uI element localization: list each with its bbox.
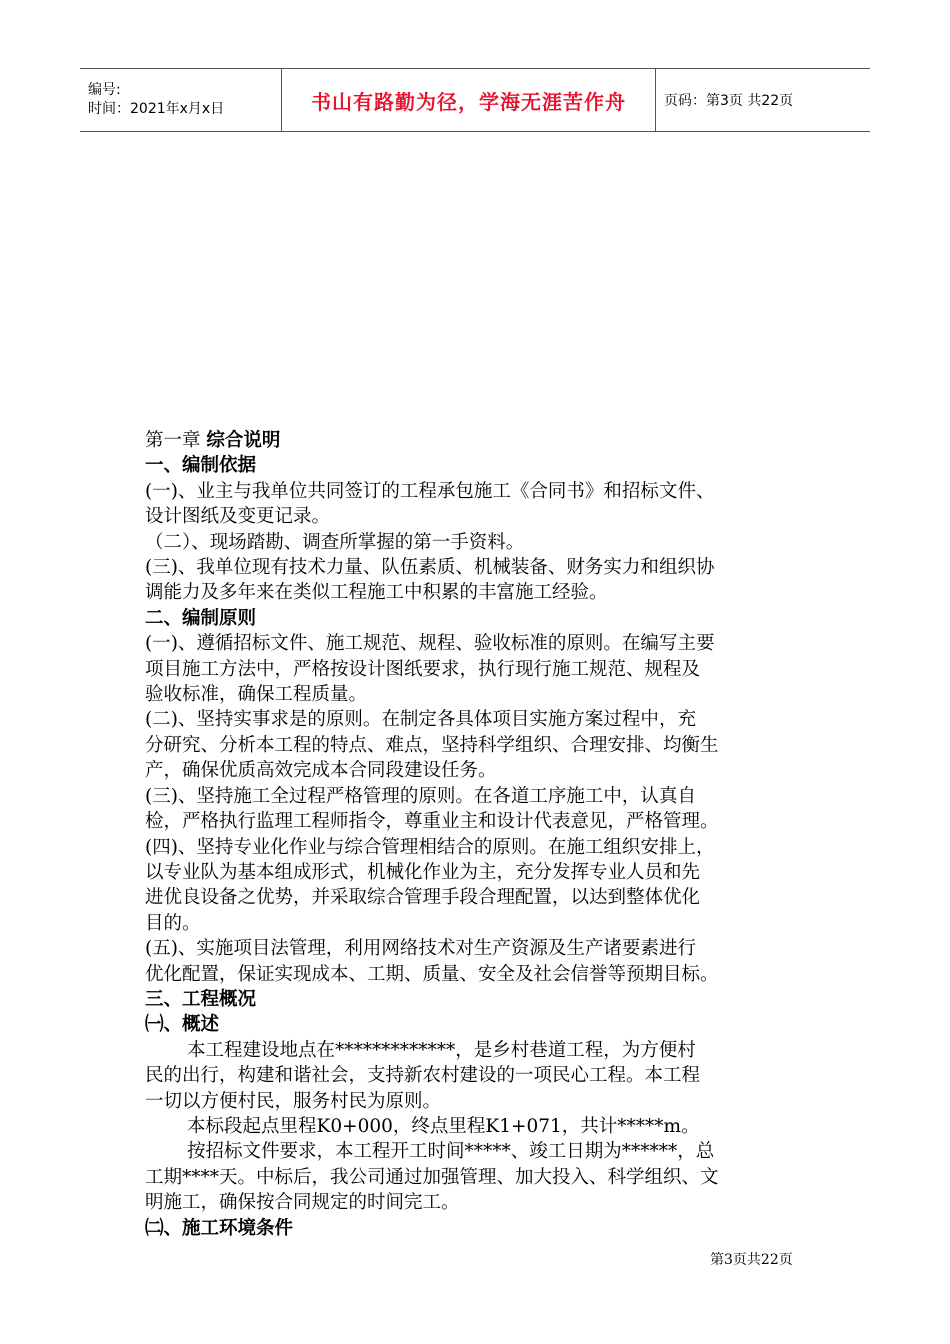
paragraph-line: 民的出行，构建和谐社会，支持新农村建设的一项民心工程。本工程	[145, 1065, 701, 1087]
paragraph-line: 进优良设备之优势，并采取综合管理手段合理配置，以达到整体优化	[145, 887, 701, 909]
paragraph-line: 验收标准，确保工程质量。	[145, 684, 368, 706]
paragraph-line: (五)、实施项目法管理，利用网络技术对生产资源及生产诸要素进行	[145, 938, 696, 960]
chapter-title: 综合说明	[206, 430, 281, 451]
paragraph-line: (一)、业主与我单位共同签订的工程承包施工《合同书》和招标文件、	[145, 480, 715, 502]
header-motto: 书山有路勤为径，学海无涯苦作舟	[311, 89, 626, 114]
paragraph-line: 工期****天。中标后，我公司通过加强管理、加大投入、科学组织、文	[145, 1166, 719, 1188]
paragraph-line: 一切以方便村民，服务村民为原则。	[145, 1090, 442, 1112]
paragraph-line: 分研究、分析本工程的特点、难点，坚持科学组织、合理安排、均衡生	[145, 734, 719, 756]
chapter-prefix: 第一章	[145, 430, 201, 451]
paragraph-line: 检，严格执行监理工程师指令，尊重业主和设计代表意见，严格管理。	[145, 811, 719, 833]
subsection-heading: ㈡、施工环境条件	[145, 1217, 294, 1239]
page-footer: 第3页共22页	[710, 1252, 793, 1268]
paragraph-line: 设计图纸及变更记录。	[145, 506, 331, 528]
paragraph-line: 目的。	[145, 912, 201, 934]
paragraph-line: （二）、现场踏勘、调查所掌握的第一手资料。	[145, 531, 525, 553]
chapter-heading	[145, 428, 815, 453]
paragraph-line: 本工程建设地点在*************，是乡村巷道工程，为方便村	[187, 1039, 696, 1061]
header-motto-cell	[282, 69, 656, 131]
paragraph-line: 明施工，确保按合同规定的时间完工。	[145, 1192, 460, 1214]
header-page-number: 页码：第3页 共22页	[664, 93, 794, 109]
document-code-label: 编号:	[88, 82, 121, 98]
document-body	[145, 428, 815, 1241]
subsection-heading: ㈠、概述	[145, 1014, 220, 1036]
paragraph-line: 按招标文件要求，本工程开工时间*****、竣工日期为******，总	[187, 1141, 715, 1163]
paragraph-line: 调能力及多年来在类似工程施工中积累的丰富施工经验。	[145, 582, 608, 604]
paragraph-line: (一)、遵循招标文件、施工规范、规程、验收标准的原则。在编写主要	[145, 633, 715, 655]
paragraph-line: 项目施工方法中，严格按设计图纸要求，执行现行施工规范、规程及	[145, 658, 701, 680]
paragraph-line: 本标段起点里程K0+000，终点里程K1+071，共计*****m。	[187, 1115, 700, 1137]
paragraph-line: (三)、我单位现有技术力量、队伍素质、机械装备、财务实力和组织协	[145, 557, 715, 579]
header-page-cell	[656, 69, 870, 131]
paragraph-line: 优化配置，保证实现成本、工期、质量、安全及社会信誉等预期目标。	[145, 963, 719, 985]
section-heading: 三、工程概况	[145, 988, 257, 1010]
paragraph-line: 产，确保优质高效完成本合同段建设任务。	[145, 760, 497, 782]
paragraph-line: (四)、坚持专业化作业与综合管理相结合的原则。在施工组织安排上，	[145, 836, 715, 858]
document-time-label: 时间：2021年x月x日	[88, 101, 225, 117]
section-heading: 一、编制依据	[145, 455, 257, 477]
page-header	[80, 68, 870, 132]
header-meta	[80, 69, 282, 131]
paragraph-line: (二)、坚持实事求是的原则。在制定各具体项目实施方案过程中，充	[145, 709, 696, 731]
section-heading: 二、编制原则	[145, 607, 257, 629]
paragraph-line: 以专业队为基本组成形式，机械化作业为主，充分发挥专业人员和先	[145, 861, 701, 883]
paragraph-line: (三)、坚持施工全过程严格管理的原则。在各道工序施工中，认真自	[145, 785, 696, 807]
